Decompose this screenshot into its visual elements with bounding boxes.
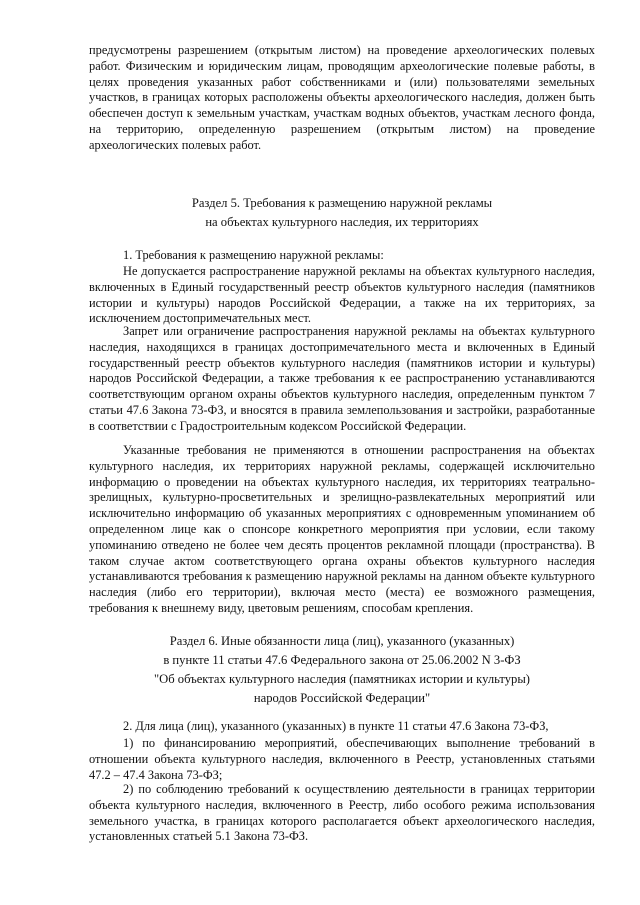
section-6-heading-line-1: Раздел 6. Иные обязанности лица (лиц), указанного (указанных) bbox=[169, 634, 515, 648]
section-5-heading-line-1: Раздел 5. Требования к размещению наружной рекламы bbox=[191, 196, 493, 210]
section-6-heading-line-4: народов Российской Федерации" bbox=[253, 691, 431, 705]
section-5-paragraph-3: Указанные требования не применяются в отношении распространения на объектах культурного наследия, их территориях наружной рекламы, содержащей исключительно информацию о проведении на объектах культурного наследия, их территориях театрально-зрелищных, культурно-просветительных и зрелищно-развлекательных мероприятий или исключительно информацию об указанных мероприятиях с одновременным упоминанием об определенном лице как о спонсоре конкретного мероприятия при условии, если такому упоминанию отведено не более чем десять процентов рекламной площади (пространства). В таком случае актом соответствующего органа охраны объектов культурного наследия устанавливаются требования к размещению наружной рекламы на данном объекте культурного наследия (либо его территории), включая место (места) ее возможного размещения, требования к внешнему виду, цветовым решениям, способам крепления. bbox=[89, 443, 595, 615]
section-6-subitem-2: 2) по соблюдению требований к осуществлению деятельности в границах территории объекта культурного наследия, включенного в Реестр, либо особого режима использования земельного участка, в границах которого располагается объект археологического наследия, установленных статьей 5.1 Закона 73-ФЗ. bbox=[89, 782, 595, 844]
section-6-item-2: 2. Для лица (лиц), указанного (указанных) в пункте 11 статьи 47.6 Закона 73-ФЗ, bbox=[123, 719, 549, 733]
section-6-subitem-1: 1) по финансированию мероприятий, обеспечивающих выполнение требований в отношении объекта культурного наследия, включенного в Реестр, установленных статьями 47.2 – 47.4 Закона 73-ФЗ; bbox=[89, 736, 595, 782]
section-5-item-1: 1. Требования к размещению наружной рекламы: bbox=[123, 248, 384, 262]
section-5-paragraph-2: Запрет или ограничение распространения наружной рекламы на объектах культурного наследия, находящихся в границах достопримечательного места и включенных в Единый государственный реестр объектов культурного наследия (памятников истории и культуры) народов Российской Федерации, а также требования к ее распространению устанавливаются соответствующим органом охраны объектов культурного наследия, определенным пунктом 7 статьи 47.6 Закона 73-ФЗ, и вносятся в правила землепользования и застройки, разработанные в соответствии с Градостроительным кодексом Российской Федерации. bbox=[89, 324, 595, 433]
intro-paragraph: предусмотрены разрешением (открытым листом) на проведение археологических полевых работ. Физическим и юридическим лицам, проводящим археологические полевые работы, в целях проведения указанных работ собственниками и (или) пользователями земельных участков, в границах которых расположены объекты археологического наследия, должен быть обеспечен доступ к земельным участкам, участкам водных объектов, участкам лесного фонда, на территорию, определенную разрешением (открытым листом) на проведение археологических полевых работ. bbox=[89, 43, 595, 152]
section-6-heading-line-2: в пункте 11 статьи 47.6 Федерального закона от 25.06.2002 N 3-ФЗ bbox=[163, 653, 521, 667]
section-6-heading-line-3: "Об объектах культурного наследия (памятниках истории и культуры) bbox=[154, 672, 530, 686]
section-5-heading bbox=[89, 194, 595, 232]
section-5-heading-line-2: на объектах культурного наследия, их территориях bbox=[205, 215, 479, 229]
section-5-paragraph-1: Не допускается распространение наружной рекламы на объектах культурного наследия, включенных в Единый государственный реестр объектов культурного наследия (памятников истории и культуры) народов Российской Федерации, а также на их территориях, за исключением достопримечательных мест. bbox=[89, 264, 595, 326]
section-6-heading bbox=[89, 632, 595, 708]
